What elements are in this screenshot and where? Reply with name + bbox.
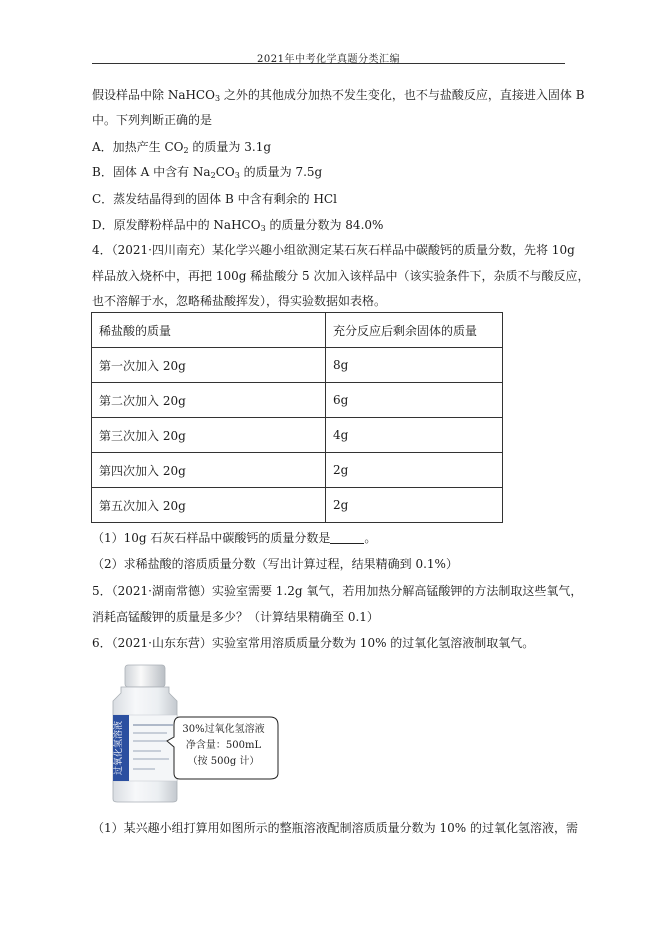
page-header: 2021年中考化学真题分类汇编	[257, 54, 400, 65]
q4-subquestion-1: （1）10g 石灰石样品中碳酸钙的质量分数是 。	[92, 531, 377, 545]
table-header-cell: 充分反应后剩余固体的质量	[326, 313, 503, 348]
table-cell: 2g	[326, 488, 503, 523]
table-cell: 2g	[326, 453, 503, 488]
table-cell: 第四次加入 20g	[92, 453, 326, 488]
callout-line: （按 500g 计）	[187, 756, 260, 767]
table-row	[92, 348, 503, 383]
q3-option-d: D．原发酵粉样品中的 NaHCO$_3$ 的质量分数为 84.0%	[92, 218, 384, 233]
table-row	[92, 418, 503, 453]
table-cell: 4g	[326, 418, 503, 453]
callout-line: 净含量：500mL	[185, 740, 262, 751]
table-header-cell: 稀盐酸的质量	[92, 313, 326, 348]
table-cell: 第一次加入 20g	[92, 348, 326, 383]
q4-data-table	[91, 312, 503, 523]
q3-continuation-line1: 假设样品中除 NaHCO$_3$ 之外的其他成分加热不发生变化，也不与盐酸反应，直接进入固体 B	[92, 88, 585, 103]
table-row	[92, 383, 503, 418]
q4-subquestion-2: （2）求稀盐酸的溶质质量分数（写出计算过程，结果精确到 0.1%）	[92, 557, 458, 571]
q4-stem-line1: 4．（2021·四川南充）某化学兴趣小组欲测定某石灰石样品中碳酸钙的质量分数，先将 10g	[92, 243, 575, 257]
bottle-label-text: 过氧化氢溶液	[114, 720, 124, 776]
q6-stem-line1: 6．（2021·山东东营）实验室常用溶质质量分数为 10% 的过氧化氢溶液制取氧气。	[92, 636, 535, 650]
q5-stem-line1: 5．（2021·湖南常德）实验室需要 1.2g 氧气，若用加热分解高锰酸钾的方法制取这些氧气，	[92, 584, 583, 598]
table-cell: 第五次加入 20g	[92, 488, 326, 523]
table-cell: 第三次加入 20g	[92, 418, 326, 453]
table-cell: 6g	[326, 383, 503, 418]
callout-text	[166, 722, 281, 770]
table-header-row	[92, 313, 503, 348]
callout-line: 30%过氧化氢溶液	[182, 724, 265, 735]
table-row	[92, 488, 503, 523]
q5-stem-line2: 消耗高锰酸钾的质量是多少？（计算结果精确至 0.1）	[92, 610, 379, 624]
q4-stem-line3: 也不溶解于水，忽略稀盐酸挥发），得实验数据如表格。	[92, 294, 387, 308]
answer-blank	[330, 531, 364, 544]
header-rule	[92, 63, 565, 64]
q3-option-b: B．固体 A 中含有 $Na_2CO_3$ 的质量为 7.5g	[92, 165, 323, 180]
q3-continuation-line2: 中。下列判断正确的是	[92, 113, 213, 127]
table-cell: 8g	[326, 348, 503, 383]
table-row	[92, 453, 503, 488]
q3-option-c: C．蒸发结晶得到的固体 B 中含有剩余的 HCl	[92, 192, 337, 206]
q3-option-a: A．加热产生 $CO_2$ 的质量为 3.1g	[92, 140, 272, 155]
q4-stem-line2: 样品放入烧杯中，再把 100g 稀盐酸分 5 次加入该样品中（该实验条件下，杂质不与酸反应，	[92, 269, 590, 283]
table-cell: 第二次加入 20g	[92, 383, 326, 418]
q6-subquestion-1: （1）某兴趣小组打算用如图所示的整瓶溶液配制溶质质量分数为 10% 的过氧化氢溶液，需	[92, 821, 578, 835]
